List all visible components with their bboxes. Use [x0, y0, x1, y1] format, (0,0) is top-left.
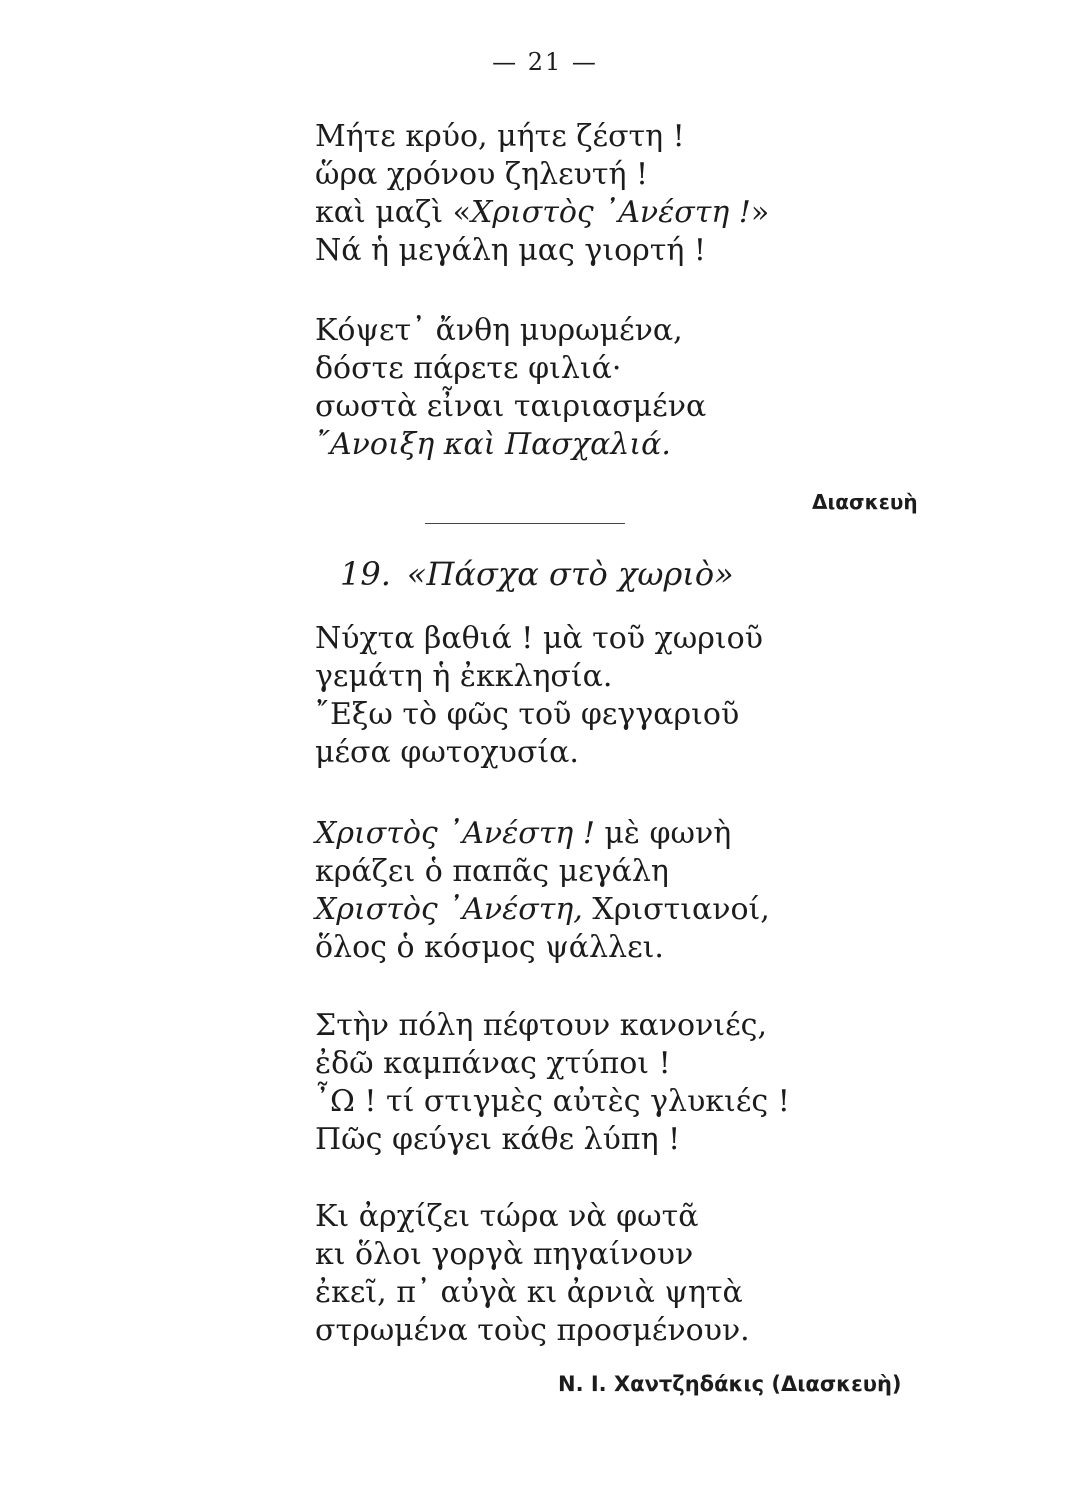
poem2-credit: Ν. Ι. Χαντζηδάκις (Διασκευὴ) [558, 1372, 902, 1396]
verse-line: ἐδῶ καμπάνας χτύποι ! [315, 1046, 671, 1081]
verse-line [315, 194, 769, 232]
poem2-heading [340, 555, 734, 593]
poem-number: 19. [340, 555, 391, 593]
verse-text: Χριστιανοί, [582, 892, 770, 927]
verse-line: Κόψετ᾿ ἄνθη μυρωμένα, [315, 313, 683, 348]
verse-line: ῎Εξω τὸ φῶς τοῦ φεγγαριοῦ [315, 697, 740, 732]
verse-italic-text: Χριστὸς ᾿Ανέστη ! [315, 816, 595, 851]
verse-line: ὅλος ὁ κόσμος ψάλλει. [315, 930, 664, 965]
verse-line: Νύχτα βαθιά ! μὰ τοῦ χωριοῦ [315, 621, 763, 656]
verse-line: ἐκεῖ, π᾿ αὐγὰ κι ἀρνιὰ ψητὰ [315, 1275, 743, 1310]
verse-line: γεμάτη ἡ ἐκκλησία. [315, 659, 613, 694]
verse-line: σωστὰ εἶναι ταιριασμένα [315, 389, 707, 424]
poem1-credit: Διασκευὴ [812, 490, 918, 514]
poem2-stanza3 [315, 1007, 790, 1159]
poem-title: «Πάσχα στὸ χωριὸ» [406, 555, 734, 593]
verse-line: Μήτε κρύο, μήτε ζέστη ! [315, 119, 685, 154]
verse-line: Νά ἡ μεγάλη μας γιορτή ! [315, 233, 706, 268]
page-number: — 21 — [492, 48, 598, 76]
verse-line: Στὴν πόλη πέφτουν κανονιές, [315, 1008, 767, 1043]
verse-line: δόστε πάρετε φιλιά· [315, 351, 622, 386]
verse-line: ῏Ω ! τί στιγμὲς αὐτὲς γλυκιές ! [315, 1084, 790, 1119]
verse-line [315, 815, 770, 853]
poem2-stanza4 [315, 1198, 750, 1350]
verse-text: καὶ μαζὶ « [315, 195, 471, 230]
verse-line [315, 891, 770, 929]
poem2-stanza1 [315, 620, 763, 772]
verse-line: στρωμένα τοὺς προσμένουν. [315, 1313, 750, 1348]
poem1-stanza2 [315, 312, 706, 464]
verse-text: μὲ φωνὴ [594, 816, 732, 851]
verse-line: μέσα φωτοχυσία. [315, 735, 579, 770]
poem2-stanza2 [315, 815, 770, 967]
verse-line: ὥρα χρόνου ζηλευτή ! [315, 157, 649, 192]
verse-italic-text: Χριστὸς ᾿Ανέστη, [315, 892, 583, 927]
verse-line: ῎Ανοιξη καὶ Πασχαλιά. [315, 427, 671, 462]
verse-line: κι ὅλοι γοργὰ πηγαίνουν [315, 1237, 694, 1272]
verse-text: » [750, 195, 770, 230]
poem1-stanza1 [315, 118, 769, 270]
section-divider [425, 523, 625, 524]
verse-italic-text: Χριστὸς ᾿Ανέστη ! [470, 195, 751, 230]
verse-line: κράζει ὁ παπᾶς μεγάλη [315, 854, 669, 889]
verse-line: Κι ἀρχίζει τώρα νὰ φωτᾶ [315, 1199, 699, 1234]
verse-line: Πῶς φεύγει κάθε λύπη ! [315, 1122, 681, 1157]
